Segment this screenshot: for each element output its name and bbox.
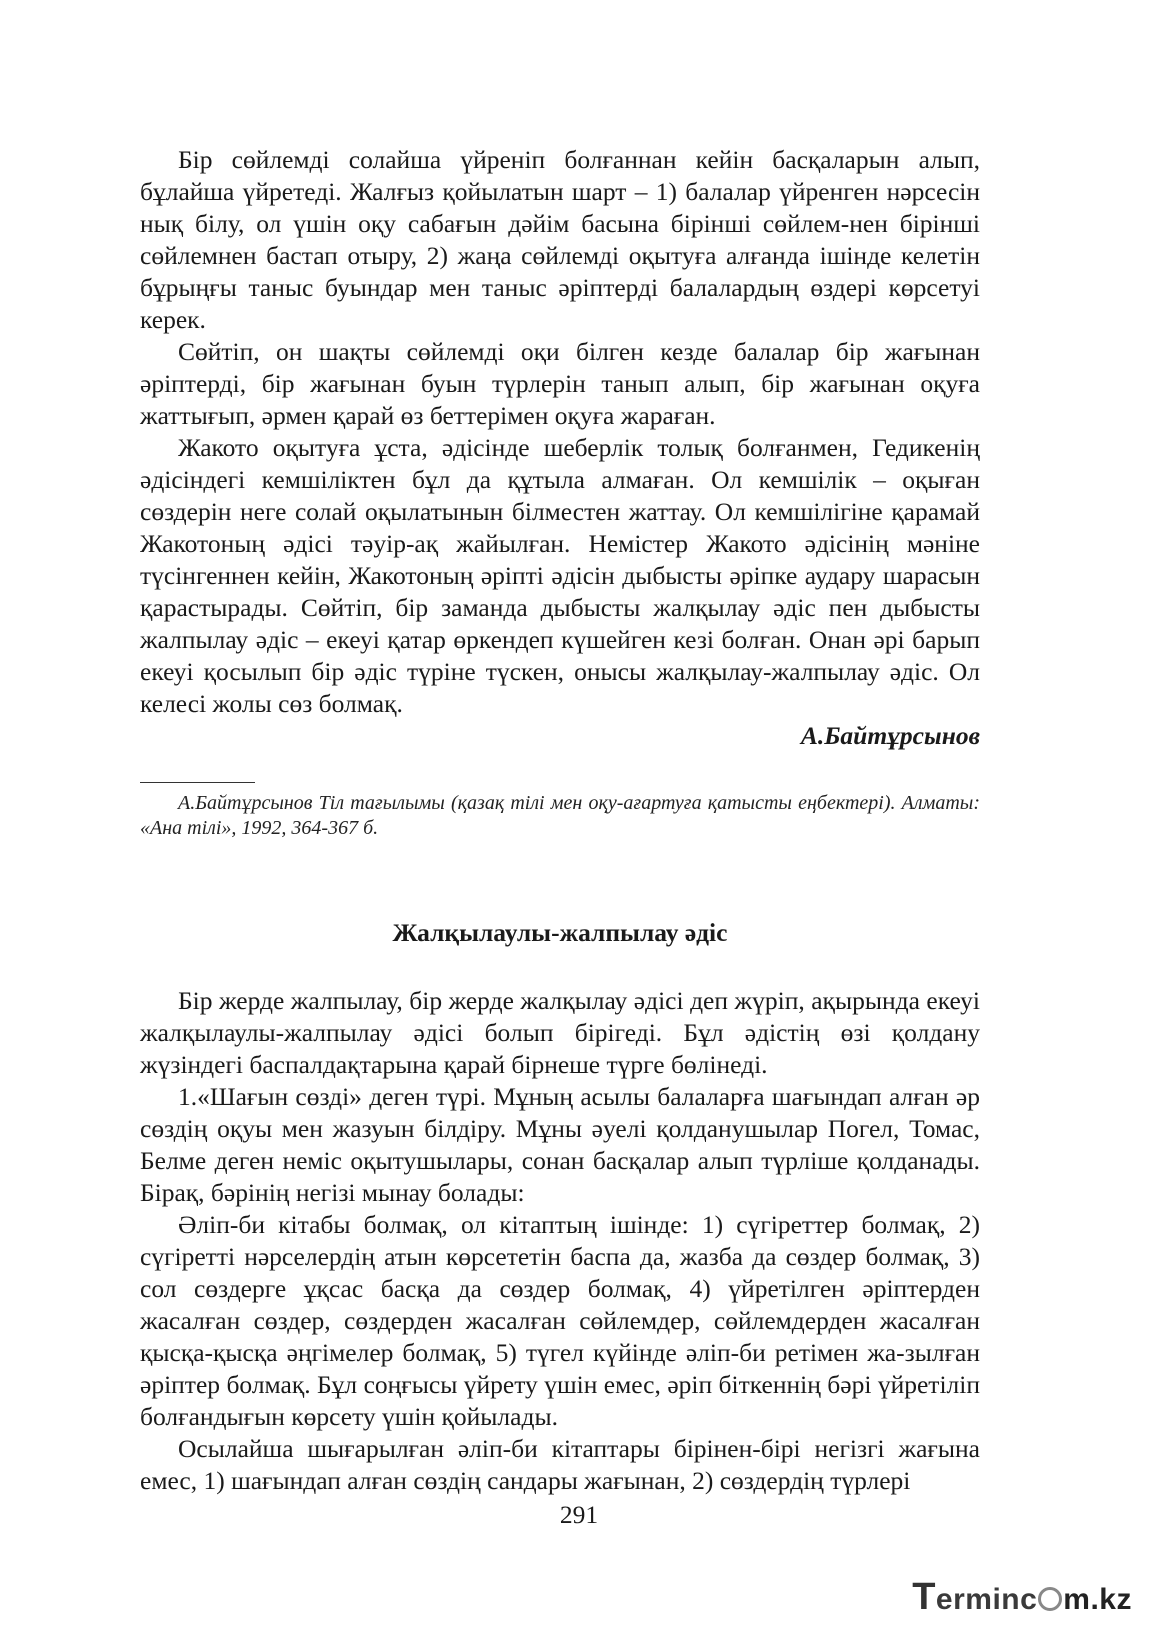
- paragraph: Әліп-би кітабы болмақ, ол кітаптың ішінде: 1) сүгіреттер болмақ, 2) сүгіретті нәрселердің атын көрсететін баспа да, жазба да сөздер болмақ, 3) сол сөздерге ұқсас басқа да сөздер болмақ, 4) үйретілген әріптерден жасалған сөздер, сөздерден жасалған сөйлемдер, сөйлемдерден жасалған қысқа-қысқа әңгімелер болмақ, 5) түгел күйінде әліп-би ретімен жа-зылған әріптер болмақ. Бұл соңғысы үйрету үшін емес, әріп біткеннің бәрі үйретіліп болғандығын көрсету үшін қойылады.: [140, 1210, 980, 1431]
- paragraph: Жакото оқытуға ұста, әдісінде шеберлік толық болғанмен, Гедикенің әдісіндегі кемшіліктен бұл да құтыла алмаған. Ол кемшілік – оқыған сөздерін неге солай оқылатынын білместен жаттау. Ол кемшілігіне қарамай Жакотоның әдісі тәуір-ақ жайылған. Немістер Жакото әдісінің мәніне түсінгеннен кейін, Жакотоның әріпті әдісін дыбысты әріпке аудару шарасын қарастырады. Сөйтіп, бір заманда дыбысты жалқылау әдіс пен дыбысты жалпылау әдіс – екеуі қатар өркендеп күшейген кезі болған. Онан әрі барып екеуі қосылып бір әдіс түріне түскен, онысы жалқылау-жалпылау әдіс. Ол келесі жолы сөз болмақ.: [140, 433, 980, 718]
- paragraph: Осылайша шығарылған әліп-би кітаптары бірінен-бірі негізгі жағына емес, 1) шағындап алған сөздің сандары жағынан, 2) сөздердің түрлері: [140, 1434, 980, 1495]
- section-title: Жалқылаулы-жалпылау әдіс: [392, 918, 728, 947]
- page-content: [140, 144, 980, 1497]
- page-number: 291: [559, 1500, 599, 1529]
- site-watermark-logo: [912, 1576, 1132, 1619]
- author-signature: А.Байтұрсынов: [800, 721, 980, 750]
- paragraph: Бір жерде жалпылау, бір жерде жалқылау әдісі деп жүріп, ақырында екеуі жалқылаулы-жалпылау әдісі болып бірігеді. Бұл әдістің өзі қолдану жүзіндегі баспалдақтарына қарай бірнеше түрге бөлінеді.: [140, 986, 980, 1079]
- watermark-text-mid: erminc: [935, 1583, 1038, 1616]
- paragraph: Бір сөйлемді солайша үйреніп болғаннан кейін басқаларын алып, бұлайша үйретеді. Жалғыз қойылатын шарт – 1) балалар үйренген нәрсесін нық білу, ол үшін оқу сабағын дәйім басына бірінші сөйлем-нен бірінші сөйлемнен бастап отыру, 2) жаңа сөйлемді оқытуға алғанда ішінде келетін бұрыңғы таныс буындар мен таныс әріптерді балалардың өздері көрсетуі керек.: [140, 145, 980, 334]
- magnifier-icon: [1038, 1587, 1062, 1611]
- footnote-divider: [140, 782, 255, 783]
- footnote: А.Байтұрсынов Тіл тағылымы (қазақ тілі мен оқу-ағартуға қатысты еңбектері). Алматы: «Ана тілі», 1992, 364-367 б.: [140, 792, 980, 839]
- paragraph: Сөйтіп, он шақты сөйлемді оқи білген кезде балалар бір жағынан әріптерді, бір жағынан буын түрлерін танып алып, бір жағынан оқуға жаттығып, әрмен қарай өз беттерімен оқуға жараған.: [140, 337, 980, 430]
- watermark-text-end: m.kz: [1063, 1583, 1132, 1616]
- paragraph: 1.«Шағын сөзді» деген түрі. Мұның асылы балаларға шағындап алған әр сөздің оқуы мен жазуын білдіру. Мұны әуелі қолданушылар Погел, Томас, Белме деген неміс оқытушылары, сонан басқалар алып түрліше қолданады. Бірақ, бәрінің негізі мынау болады:: [140, 1082, 980, 1207]
- watermark-letter-t: T: [912, 1576, 936, 1618]
